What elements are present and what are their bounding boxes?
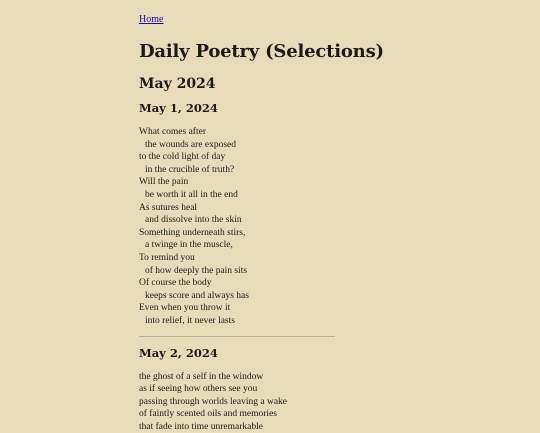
poem-line: Even when you throw it [139, 302, 399, 315]
poem-body [139, 126, 399, 328]
poem-line: in the crucible of truth? [139, 164, 399, 177]
entry-date-heading: May 2, 2024 [139, 346, 399, 361]
poem-line: passing through worlds leaving a wake [139, 396, 399, 409]
main-content [139, 7, 399, 433]
poem-line: as if seeing how others see you [139, 383, 399, 396]
poem-line: and dissolve into the skin [139, 214, 399, 227]
poem-line: be worth it all in the end [139, 189, 399, 202]
poem-line: keeps score and always has [139, 290, 399, 303]
poem-line: To remind you [139, 252, 399, 265]
month-heading: May 2024 [139, 75, 399, 93]
poem-line: As sutures heal [139, 202, 399, 215]
poem-line: that fade into time unremarkable [139, 421, 399, 433]
entry-date-heading: May 1, 2024 [139, 101, 399, 116]
home-link[interactable]: Home [139, 14, 163, 26]
poem-line: into relief, it never lasts [139, 315, 399, 328]
poem-line: to the cold light of day [139, 151, 399, 164]
poem-line: What comes after [139, 126, 399, 139]
poem-line: of how deeply the pain sits [139, 265, 399, 278]
poem-body [139, 371, 399, 433]
poem-line: Will the pain [139, 176, 399, 189]
poem-line: the ghost of a self in the window [139, 371, 399, 384]
poem-line: Something underneath stirs, [139, 227, 399, 240]
entry-divider [139, 336, 335, 337]
poem-line: a twinge in the muscle, [139, 239, 399, 252]
poem-line: Of course the body [139, 277, 399, 290]
poem-line: of faintly scented oils and memories [139, 408, 399, 421]
page-title: Daily Poetry (Selections) [139, 41, 399, 63]
poem-line: the wounds are exposed [139, 139, 399, 152]
